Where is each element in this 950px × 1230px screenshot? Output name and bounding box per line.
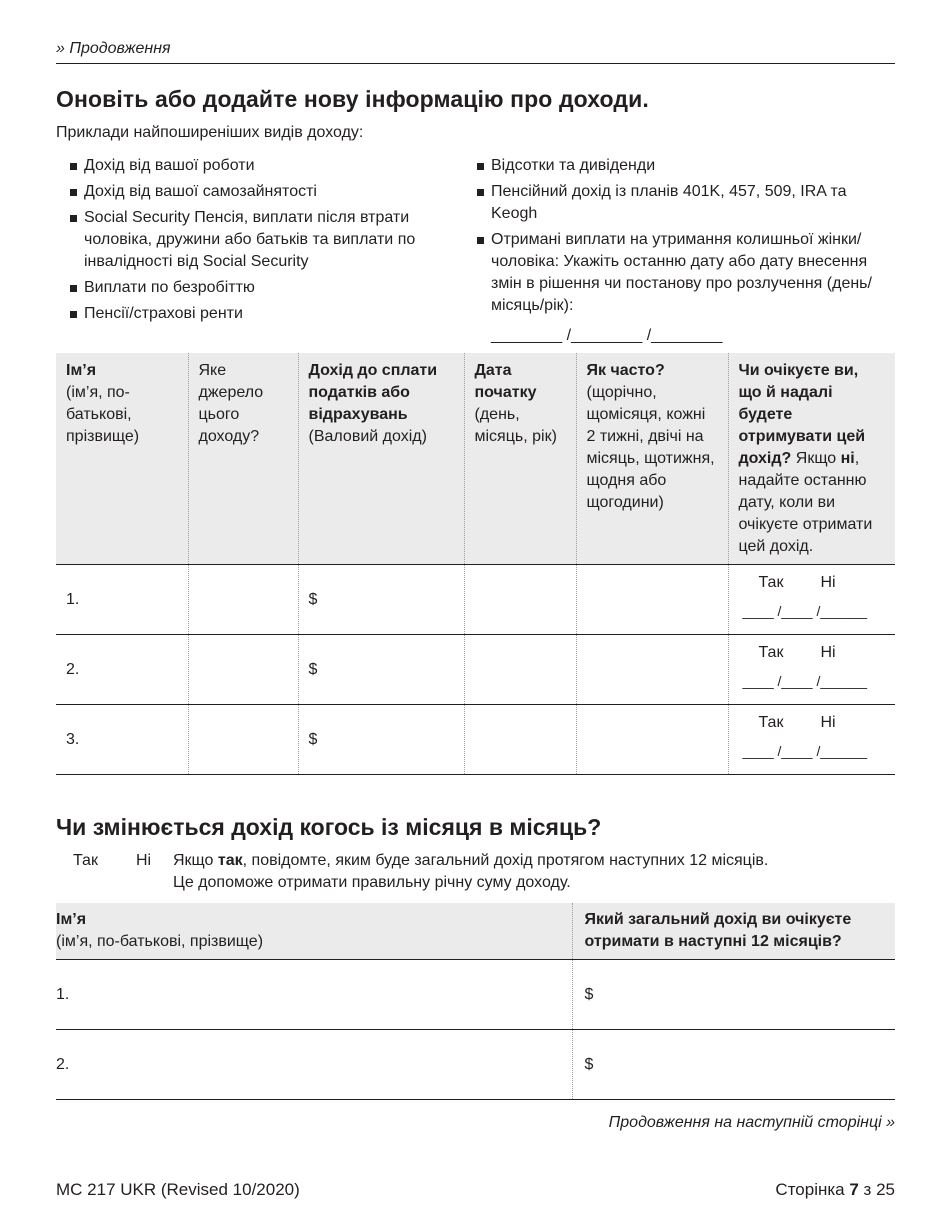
col-source-header: Яке джерело цього доходу? [188,353,298,565]
row-number[interactable]: 1. [56,960,572,1030]
start-date-field[interactable] [464,565,576,635]
row-number: 3. [56,705,188,775]
row-number: 2. [56,635,188,705]
bullet-icon [70,311,77,318]
yes-option[interactable]: Так [758,643,784,661]
income-examples-left [69,155,469,329]
form-id: MC 217 UKR (Revised 10/2020) [56,1180,300,1199]
monthly-change-instructions: Якщо так, повідомте, яким буде загальний дохід протягом наступних 12 місяців. Це допоможе отримати правильну річну суму доходу. [173,852,769,891]
start-date-field[interactable] [464,635,576,705]
col-start-date-header: Дата початку (день, місяць, рік) [464,353,576,565]
list-item: Пенсії/страхові ренти [69,303,469,325]
table-row [56,565,895,635]
continued-label: » Продовження [56,40,171,57]
no-option[interactable]: Ні [820,643,836,661]
bullet-icon [70,285,77,292]
total-income-field[interactable]: $ [572,1030,895,1100]
table-row [56,705,895,775]
list-item: Виплати по безробіттю [69,277,469,299]
gross-amount-field[interactable]: $ [298,705,464,775]
end-date-field[interactable]: ____ /____ /______ [742,742,868,759]
total-income-field[interactable]: $ [572,960,895,1030]
no-option[interactable]: Ні [820,573,836,591]
bullet-icon [70,189,77,196]
list-item: Пенсійний дохід із планів 401K, 457, 509, IRA та Keogh [476,181,886,225]
bullet-icon [477,237,484,244]
col-total-income-header: Який загальний дохід ви очікуєте отримати в наступні 12 місяців? [572,903,895,960]
no-option[interactable]: Ні [820,713,836,731]
list-item: Отримані виплати на утримання колишньої жінки/чоловіка: Укажіть останню дату або дату внесення змін в рішення чи постанову про розлучення (день/місяць/рік): ________ /________ /________ [476,229,886,347]
list-item: Дохід від вашої самозайнятості [69,181,469,203]
yes-option[interactable]: Так [758,573,784,591]
col-continue-header: Чи очікуєте ви, що й надалі будете отримувати цей дохід? Якщо ні, надайте останню дату, коли ви очікуєте отримати цей дохід. [728,353,895,565]
end-date-field[interactable]: ____ /____ /______ [742,602,868,619]
monthly-yes-option[interactable]: Так [73,852,98,869]
continue-cell [728,565,895,635]
list-item: Social Security Пенсія, виплати після втрати чоловіка, дружини або батьків та виплати по інвалідності від Social Security [69,207,469,273]
gross-amount-field[interactable]: $ [298,565,464,635]
continue-cell [728,705,895,775]
income-examples-intro: Приклади найпоширеніших видів доходу: [56,124,364,141]
income-examples-right [476,155,886,351]
table-header-row [56,353,895,565]
table-row [56,1030,895,1100]
col-name-header: Ім’я (ім’я, по-батькові, прізвище) [56,353,188,565]
income-table [56,353,895,775]
bullet-icon [477,189,484,196]
frequency-field[interactable] [576,635,728,705]
continue-cell [728,635,895,705]
top-divider [56,63,895,64]
table-row [56,960,895,1030]
source-field[interactable] [188,565,298,635]
bullet-icon [477,163,484,170]
monthly-no-option[interactable]: Ні [136,852,152,869]
list-item: Відсотки та дивіденди [476,155,886,177]
list-item: Дохід від вашої роботи [69,155,469,177]
start-date-field[interactable] [464,705,576,775]
col-name-header: Ім’я (ім’я, по-батькові, прізвище) [56,903,572,960]
source-field[interactable] [188,705,298,775]
frequency-field[interactable] [576,565,728,635]
divorce-date-field[interactable]: ________ /________ /________ [491,327,723,344]
yes-option[interactable]: Так [758,713,784,731]
col-gross-header: Дохід до сплати податків або відрахувань (Валовий дохід) [298,353,464,565]
end-date-field[interactable]: ____ /____ /______ [742,672,868,689]
source-field[interactable] [188,635,298,705]
row-number: 1. [56,565,188,635]
continued-next-page: Продовження на наступній сторінці » [608,1114,895,1131]
income-section-title: Оновіть або додайте нову інформацію про доходи. [56,86,649,112]
form-page [56,0,895,1230]
row-number[interactable]: 2. [56,1030,572,1100]
annual-income-table [56,903,895,1100]
monthly-change-title: Чи змінюється дохід когось із місяця в місяць? [56,814,602,840]
table-row [56,635,895,705]
bullet-icon [70,163,77,170]
bullet-icon [70,215,77,222]
frequency-field[interactable] [576,705,728,775]
gross-amount-field[interactable]: $ [298,635,464,705]
table-header-row [56,903,895,960]
col-frequency-header: Як часто? (щорічно, щомісяця, кожні 2 тижні, двічі на місяць, щотижня, щодня або щогодини) [576,353,728,565]
page-number: Сторінка 7 з 25 [775,1180,895,1199]
